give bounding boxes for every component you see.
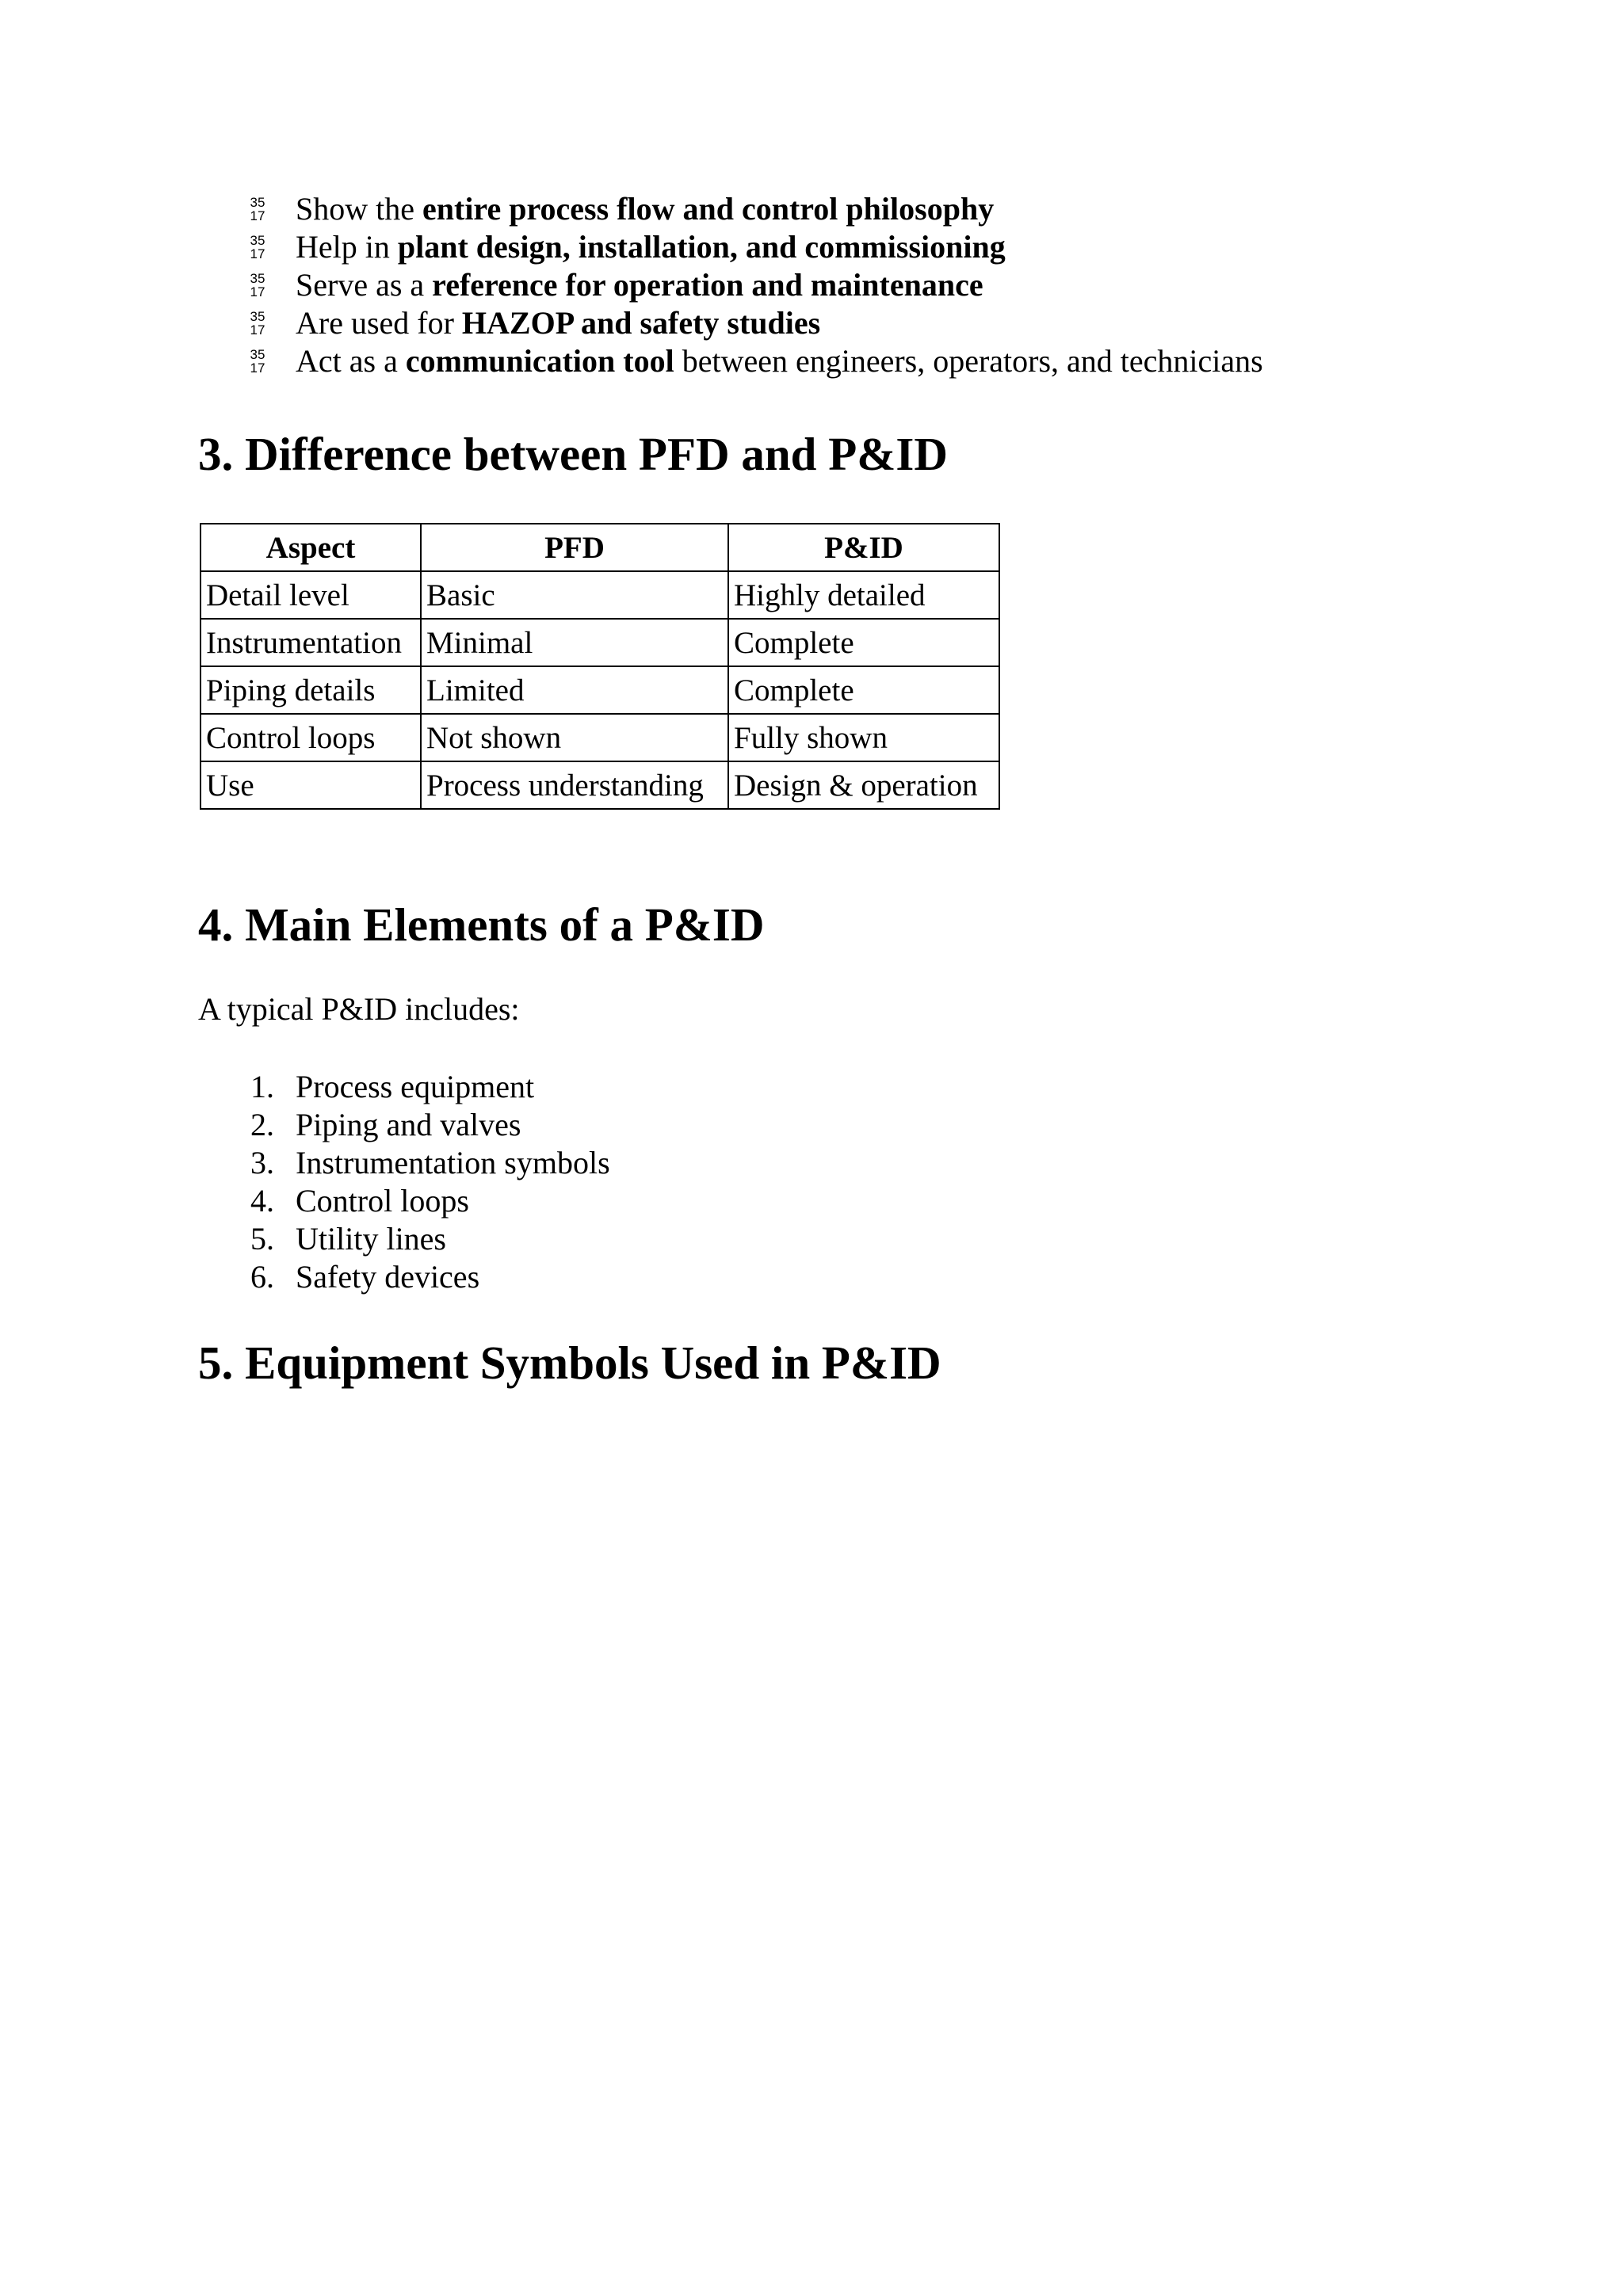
pfd-vs-pid-table: [200, 523, 1000, 810]
table-cell: Fully shown: [728, 714, 999, 761]
table-cell: Complete: [728, 619, 999, 666]
section-4-intro: A typical P&ID includes:: [198, 991, 520, 1027]
bullet-marker: 35 17: [250, 195, 265, 223]
table-cell: Minimal: [421, 619, 728, 666]
section-4-heading: 4. Main Elements of a P&ID: [198, 898, 765, 951]
bullet-text: Help in plant design, installation, and commissioning: [296, 229, 1006, 265]
table-header-row: [200, 524, 999, 571]
bullet-text: Act as a communication tool between engineers, operators, and technicians: [296, 343, 1263, 379]
table-cell: Process understanding: [421, 761, 728, 809]
list-number: 6.: [250, 1259, 274, 1295]
table-row: [200, 619, 999, 666]
bullet-marker: 35 17: [250, 233, 265, 261]
bullet-text: Are used for HAZOP and safety studies: [296, 305, 821, 341]
section-5-heading: 5. Equipment Symbols Used in P&ID: [198, 1337, 941, 1389]
list-number: 4.: [250, 1183, 274, 1219]
table-row: [200, 761, 999, 809]
table-row: [200, 571, 999, 619]
bullet-text: Show the entire process flow and control philosophy: [296, 191, 995, 227]
table-cell: Detail level: [200, 571, 421, 619]
table-header-pfd: PFD: [421, 524, 728, 571]
table-cell: Piping details: [200, 666, 421, 714]
table-cell: Basic: [421, 571, 728, 619]
table-cell: Instrumentation: [200, 619, 421, 666]
list-item-text: Process equipment: [296, 1069, 535, 1104]
list-number: 1.: [250, 1069, 274, 1104]
bullet-marker: 35 17: [250, 271, 265, 299]
list-item-text: Instrumentation symbols: [296, 1145, 610, 1180]
table-cell: Limited: [421, 666, 728, 714]
list-item-text: Safety devices: [296, 1259, 480, 1295]
table-cell: Not shown: [421, 714, 728, 761]
table-cell: Design & operation: [728, 761, 999, 809]
table-cell: Highly detailed: [728, 571, 999, 619]
table-header-aspect: Aspect: [200, 524, 421, 571]
list-item-text: Control loops: [296, 1183, 469, 1219]
list-number: 3.: [250, 1145, 274, 1180]
bullet-marker: 35 17: [250, 309, 265, 338]
table-cell: Complete: [728, 666, 999, 714]
table-header-pid: P&ID: [728, 524, 999, 571]
section-3-heading: 3. Difference between PFD and P&ID: [198, 428, 948, 480]
table-cell: Use: [200, 761, 421, 809]
bullet-marker: 35 17: [250, 347, 265, 376]
table-row: [200, 666, 999, 714]
bullet-text: Serve as a reference for operation and maintenance: [296, 267, 983, 303]
list-number: 5.: [250, 1221, 274, 1257]
list-number: 2.: [250, 1107, 274, 1142]
table-cell: Control loops: [200, 714, 421, 761]
table-row: [200, 714, 999, 761]
list-item-text: Piping and valves: [296, 1107, 521, 1142]
list-item-text: Utility lines: [296, 1221, 446, 1257]
